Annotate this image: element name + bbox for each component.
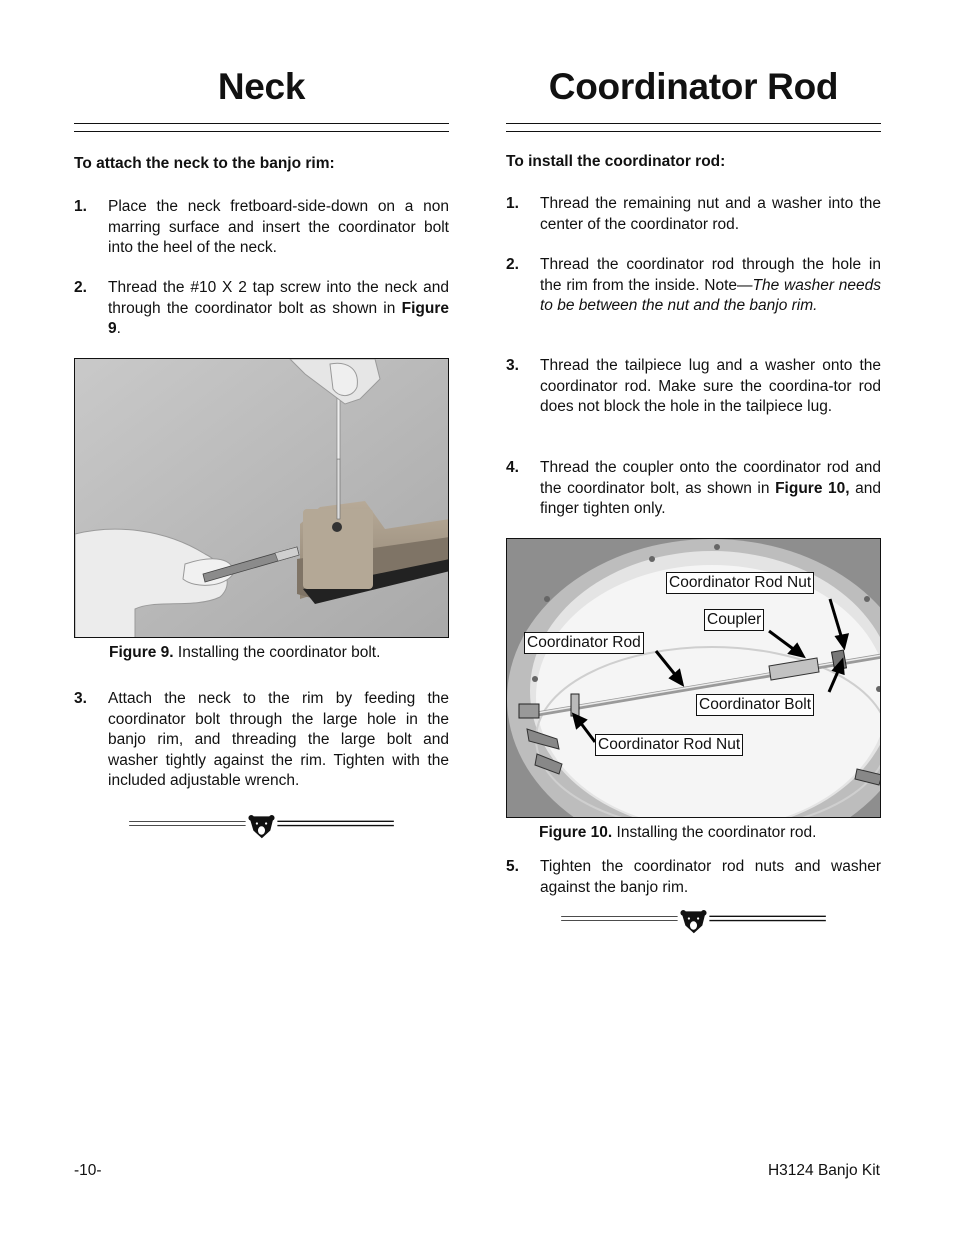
neck-title: Neck (217, 66, 306, 107)
step-text: Thread the tailpiece lug and a washer onto the coordinator rod. Make sure the coordina-tor rod does not block the hole in the tailpiece lug. (540, 357, 881, 415)
step-text: Place the neck fretboard-side-down on a non marring surface and insert the coordinator bolt into the heel of the neck. (108, 198, 449, 256)
bear-logo-icon (248, 815, 274, 838)
bear-logo-icon (680, 910, 706, 933)
step-text: Thread the coordinator rod through the hole in the rim from the inside. Note—The washer needs to be between the nut and the banjo rim. (540, 256, 881, 314)
step-text: Thread the #10 X 2 tap screw into the neck and through the coordinator bolt as shown in Figure 9. (108, 279, 449, 337)
coordinator-step-2 (506, 255, 881, 317)
section-end-divider (74, 815, 449, 839)
neck-step-2 (74, 278, 449, 340)
step-number: 2. (506, 256, 519, 273)
section-end-divider (506, 910, 881, 934)
step-number: 3. (74, 690, 87, 707)
document-title-footer: H3124 Banjo Kit (767, 1162, 880, 1179)
callout-coordinator-rod: Coordinator Rod (524, 632, 644, 654)
step-number: 3. (506, 357, 519, 374)
step-text: Attach the neck to the rim by feeding the coordinator bolt through the large hole in the banjo rim, and threading the large bolt and washer tightly against the rim. Tighten with the included adjustable wrench. (108, 690, 449, 789)
step-number: 4. (506, 459, 519, 476)
neck-subhead: To attach the neck to the banjo rim: (74, 155, 335, 172)
coordinator-step-4 (506, 458, 881, 520)
title-rule (74, 123, 449, 132)
figure-10-photo (506, 538, 881, 818)
coordinator-step-1 (506, 194, 881, 235)
step-number: 2. (74, 279, 87, 296)
coordinator-step-5 (506, 857, 881, 898)
figure-10-caption: Figure 10. Installing the coordinator rod. (539, 824, 817, 841)
step-number: 1. (506, 195, 519, 212)
callout-coordinator-rod-nut-top: Coordinator Rod Nut (666, 572, 814, 594)
coordinator-step-3 (506, 356, 881, 418)
step-text: Tighten the coordinator rod nuts and washer against the banjo rim. (540, 858, 881, 896)
callout-coordinator-rod-nut-bottom: Coordinator Rod Nut (595, 734, 743, 756)
page-number: -10- (74, 1162, 102, 1179)
step-number: 1. (74, 198, 87, 215)
step-text: Thread the coupler onto the coordinator rod and the coordinator bolt, as shown in Figure 10, and finger tighten only. (540, 459, 881, 517)
figure-9-photo (74, 358, 449, 638)
step-number: 5. (506, 858, 519, 875)
title-rule (506, 123, 881, 132)
neck-step-1 (74, 197, 449, 259)
coordinator-title: Coordinator Rod (548, 66, 839, 107)
callout-coupler: Coupler (704, 609, 764, 631)
neck-step-3 (74, 689, 449, 792)
figure-9-caption: Figure 9. Installing the coordinator bolt. (109, 644, 381, 661)
coordinator-subhead: To install the coordinator rod: (506, 153, 726, 170)
step-text: Thread the remaining nut and a washer into the center of the coordinator rod. (540, 195, 881, 233)
coordinator-bolt-photo (75, 359, 449, 638)
callout-coordinator-bolt: Coordinator Bolt (696, 694, 814, 716)
